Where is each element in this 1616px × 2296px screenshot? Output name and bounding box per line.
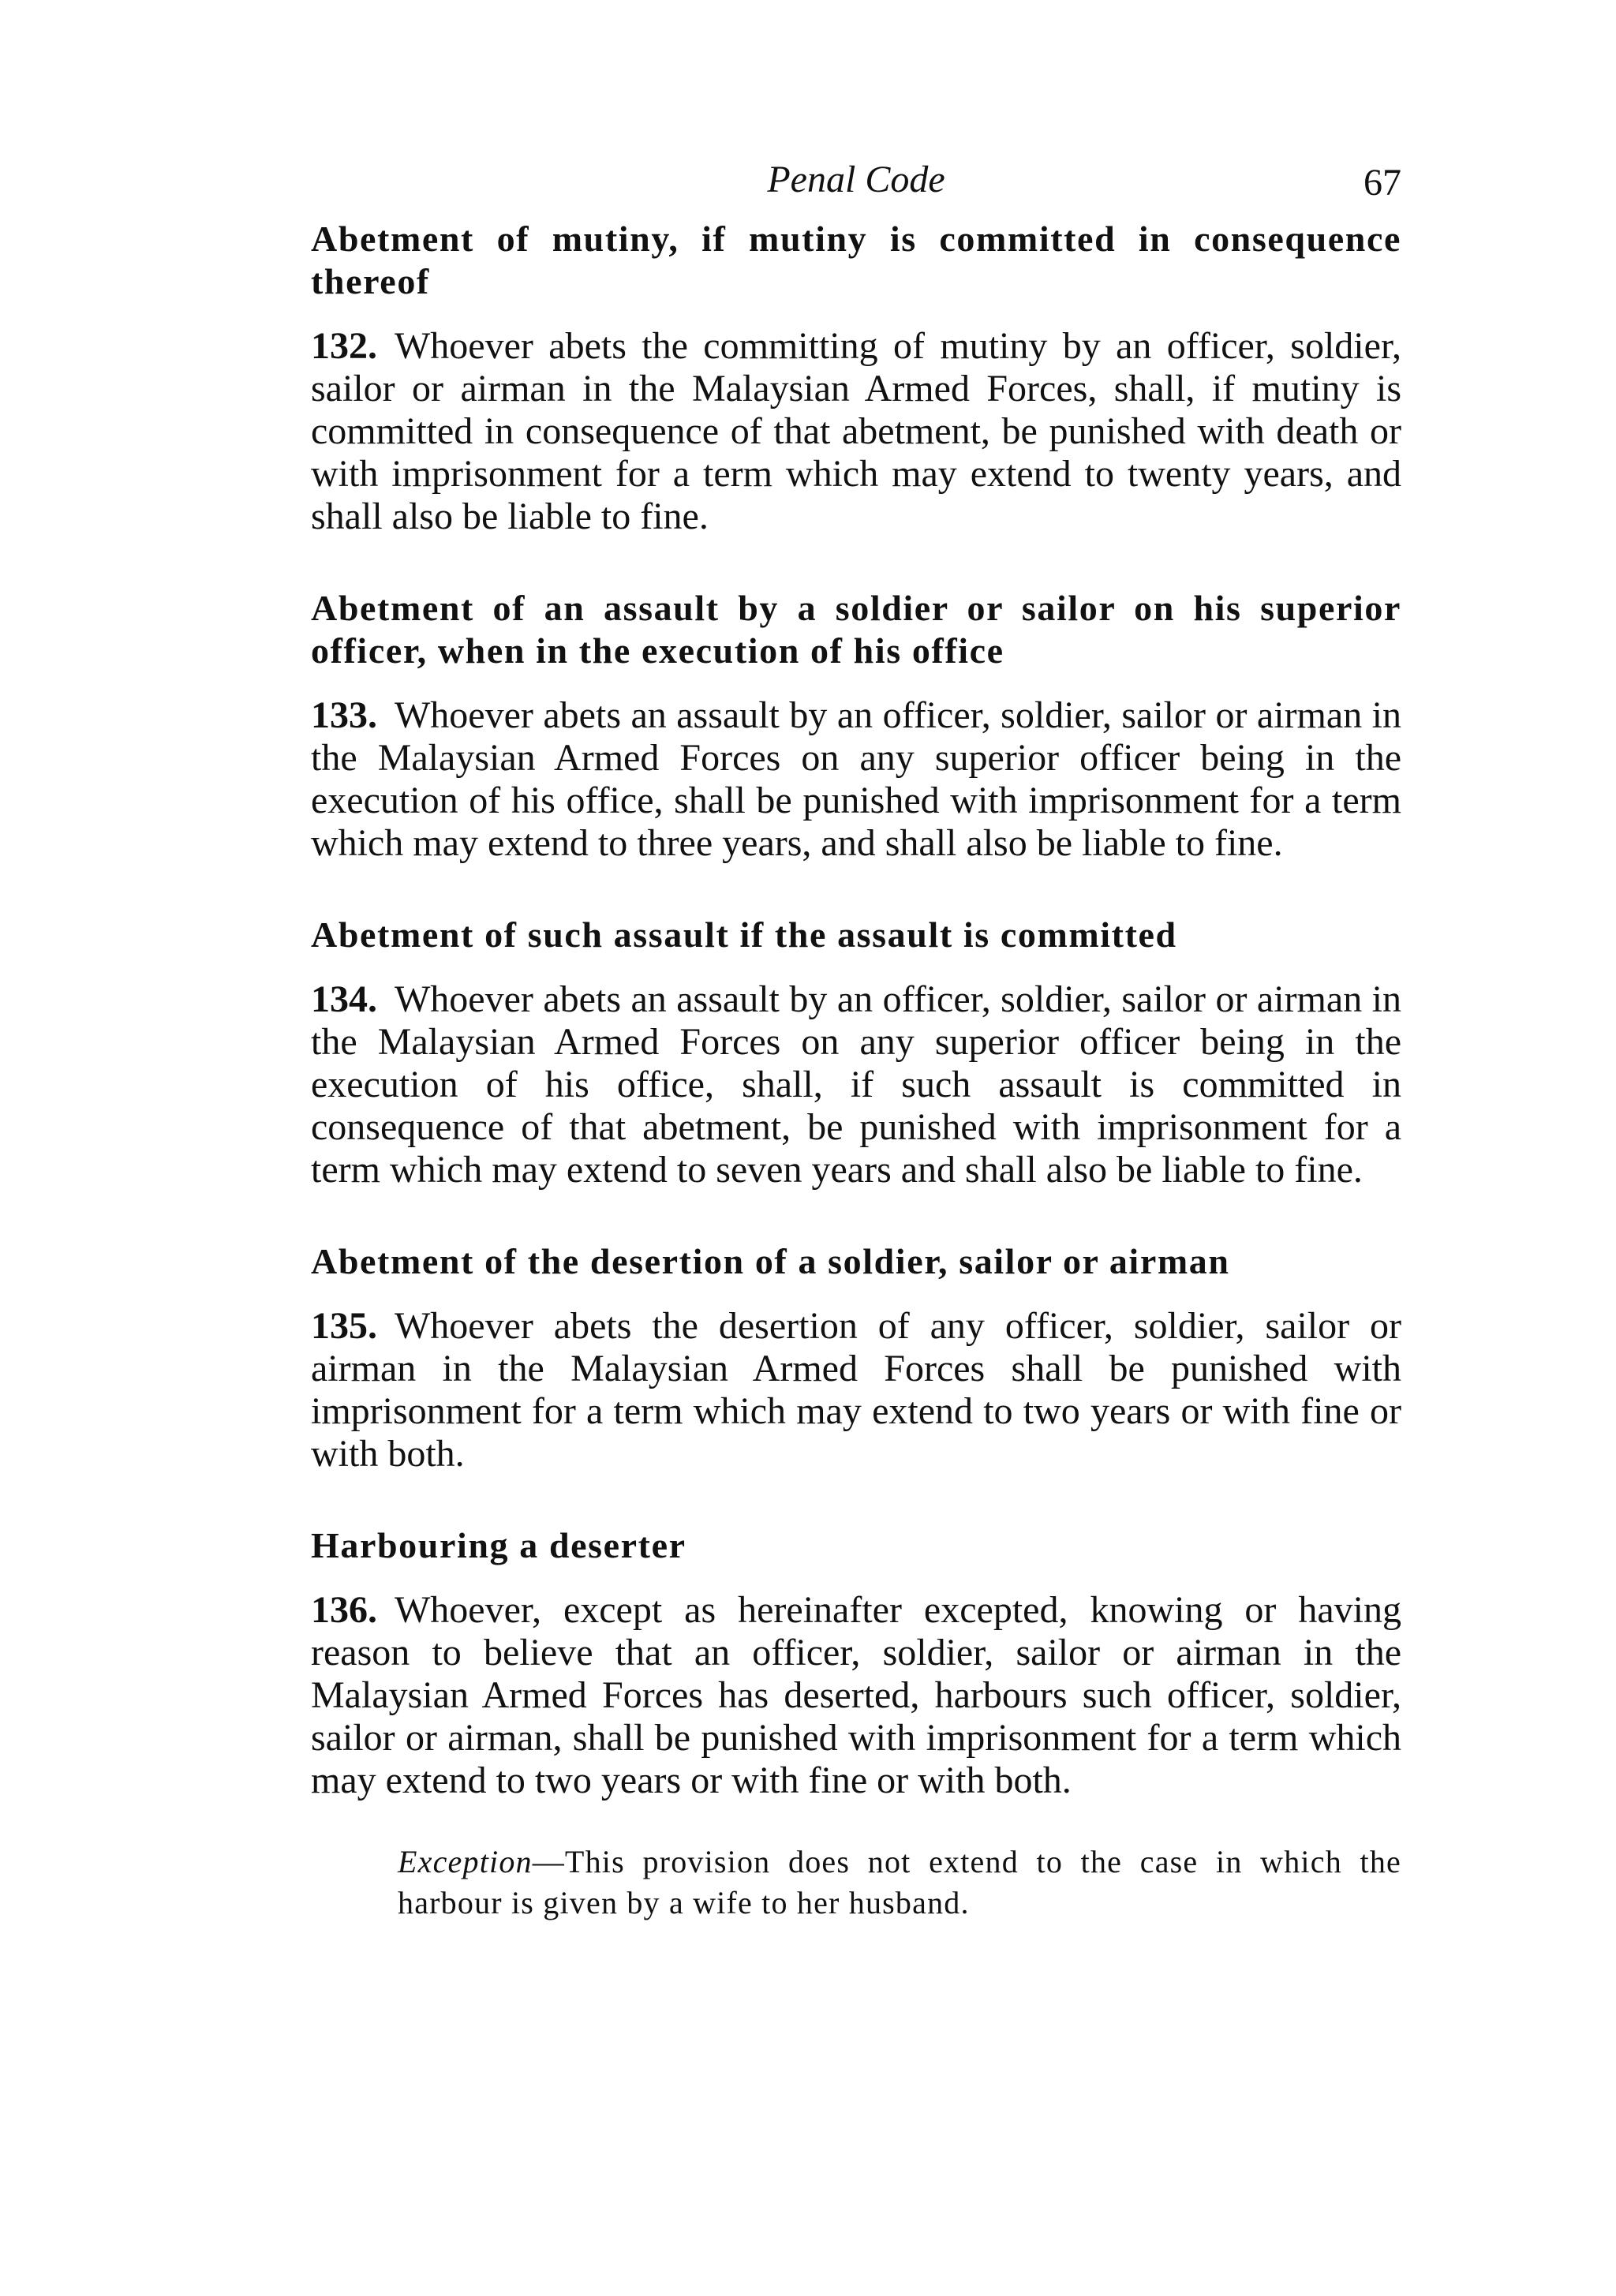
exception-note — [398, 1842, 1401, 1924]
section-135 — [311, 1240, 1401, 1475]
running-header — [311, 155, 1401, 218]
section-paragraph — [311, 978, 1401, 1191]
page-number: 67 — [1364, 162, 1401, 204]
section-paragraph — [311, 325, 1401, 538]
section-132 — [311, 218, 1401, 538]
section-heading: Abetment of an assault by a soldier or sailor on his superior officer, when in the execution of his office — [311, 588, 1401, 671]
exception-text: —This provision does not extend to the case in which the harbour is given by a wife to her husband. — [398, 1844, 1401, 1920]
section-paragraph — [311, 694, 1401, 865]
section-134 — [311, 914, 1401, 1191]
section-number: 136. — [311, 1589, 377, 1631]
section-paragraph — [311, 1589, 1401, 1802]
section-text: Whoever abets an assault by an officer, soldier, sailor or airman in the Malaysian Armed Forces on any superior officer being in the execution of his office, shall, if such assault is committed in consequence of that abetment, be punished with imprisonment for a term which may extend to seven years and shall also be liable to fine. — [311, 978, 1401, 1191]
section-heading: Abetment of mutiny, if mutiny is committed in consequence thereof — [311, 219, 1401, 301]
section-number: 133. — [311, 694, 377, 736]
section-number: 134. — [311, 978, 377, 1020]
section-text: Whoever abets an assault by an officer, soldier, sailor or airman in the Malaysian Armed Forces on any superior officer being in the execution of his office, shall be punished with imprisonment for a term which may extend to three years, and shall also be liable to fine. — [311, 694, 1401, 864]
document-page — [311, 155, 1401, 1955]
section-text: Whoever, except as hereinafter excepted, knowing or having reason to believe that an officer, soldier, sailor or airman in the Malaysian Armed Forces has deserted, harbours such officer, soldier, sailor or airman, shall be punished with imprisonment for a term which may extend to two years or with fine or with both. — [311, 1589, 1401, 1801]
section-133 — [311, 587, 1401, 865]
section-number: 135. — [311, 1305, 377, 1347]
running-title: Penal Code — [767, 159, 945, 200]
section-heading: Abetment of such assault if the assault is committed — [311, 914, 1177, 955]
section-136 — [311, 1524, 1401, 1802]
section-paragraph — [311, 1305, 1401, 1475]
section-text: Whoever abets the committing of mutiny by an officer, soldier, sailor or airman in the Malaysian Armed Forces, shall, if mutiny is committed in consequence of that abetment, be punished with death or with imprisonment for a term which may extend to twenty years, and shall also be liable to fine. — [311, 325, 1401, 537]
section-heading: Abetment of the desertion of a soldier, sailor or airman — [311, 1241, 1230, 1281]
section-heading: Harbouring a deserter — [311, 1525, 686, 1565]
exception-label: Exception — [398, 1844, 533, 1879]
section-number: 132. — [311, 325, 377, 367]
section-text: Whoever abets the desertion of any officer, soldier, sailor or airman in the Malaysian Armed Forces shall be punished with imprisonment for a term which may extend to two years or with fine or with both. — [311, 1305, 1401, 1475]
